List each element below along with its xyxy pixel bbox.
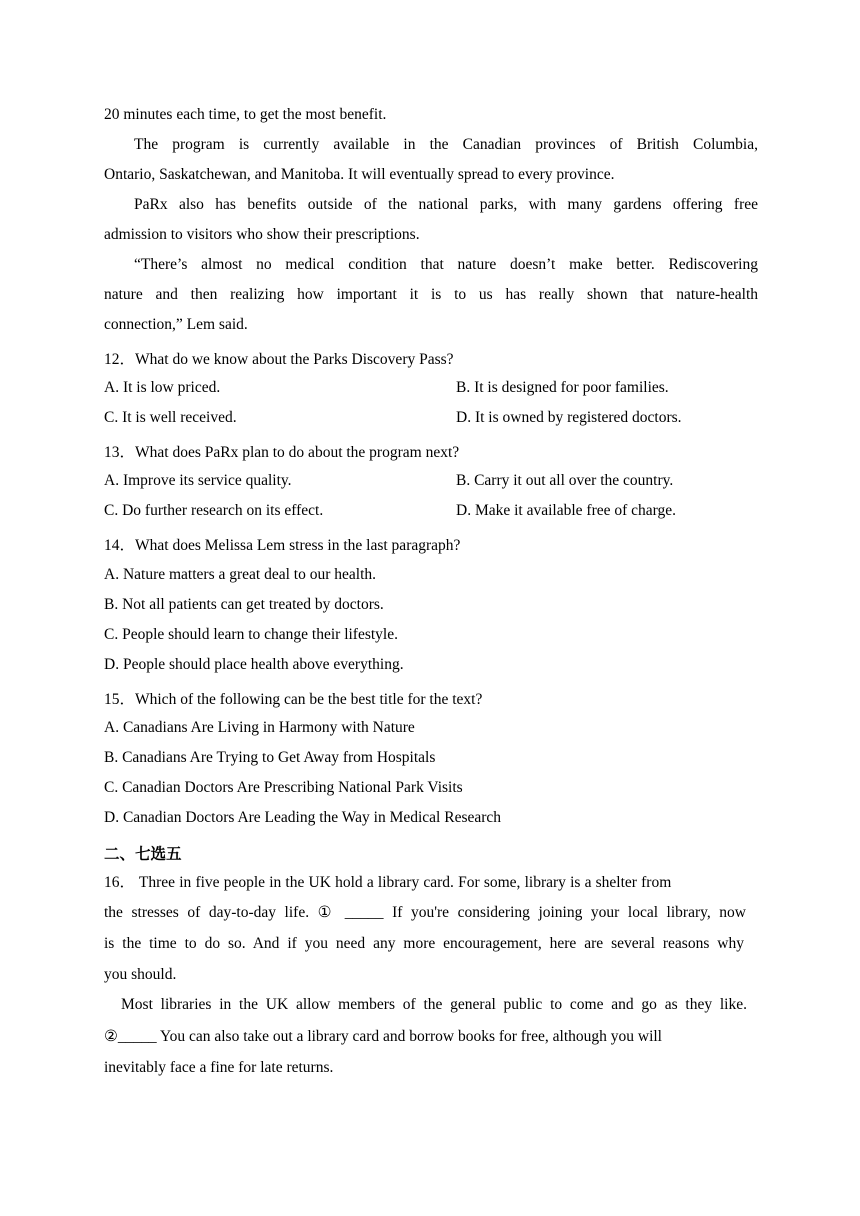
passage-line: “There’s almost no medical condition that nature doesn’t make better. Rediscovering: [134, 256, 758, 273]
passage-line: ②_____ You can also take out a library card and borrow books for free, although you will: [104, 1028, 662, 1045]
question-stem: 15．Which of the following can be the best title for the text?: [104, 691, 483, 708]
option-a[interactable]: A. It is low priced.: [104, 379, 221, 396]
option-d[interactable]: D. Canadian Doctors Are Leading the Way in Medical Research: [104, 809, 502, 826]
option-c[interactable]: C. Canadian Doctors Are Prescribing National Park Visits: [104, 779, 463, 796]
option-a[interactable]: A. Nature matters a great deal to our health.: [104, 566, 376, 583]
passage-line: connection,” Lem said.: [104, 316, 248, 333]
option-c[interactable]: C. Do further research on its effect.: [104, 502, 324, 519]
passage-line: admission to visitors who show their prescriptions.: [104, 226, 420, 243]
option-b[interactable]: B. Carry it out all over the country.: [456, 472, 674, 489]
passage-line: Ontario, Saskatchewan, and Manitoba. It will eventually spread to every province.: [104, 166, 615, 183]
passage-line: Most libraries in the UK allow members of the general public to come and go as they like.: [121, 996, 747, 1013]
option-d[interactable]: D. People should place health above everything.: [104, 656, 404, 673]
passage-line: The program is currently available in the Canadian provinces of British Columbia,: [134, 136, 758, 153]
question-stem: 12．What do we know about the Parks Discovery Pass?: [104, 351, 454, 368]
option-a[interactable]: A. Improve its service quality.: [104, 472, 292, 489]
option-c[interactable]: C. People should learn to change their lifestyle.: [104, 626, 398, 643]
passage-line: you should.: [104, 966, 177, 983]
option-c[interactable]: C. It is well received.: [104, 409, 237, 426]
question-stem: 14．What does Melissa Lem stress in the last paragraph?: [104, 537, 461, 554]
option-a[interactable]: A. Canadians Are Living in Harmony with Nature: [104, 719, 415, 736]
passage-line: nature and then realizing how important it is to us has really shown that nature-health: [104, 286, 758, 303]
passage-line: inevitably face a fine for late returns.: [104, 1059, 334, 1076]
passage-line: the stresses of day-to-day life. ① _____ If you're considering joining your local library, now: [104, 904, 746, 921]
passage-line: 16． Three in five people in the UK hold a library card. For some, library is a shelter from: [104, 874, 672, 891]
section-heading: 二、七选五: [104, 845, 182, 863]
option-b[interactable]: B. Canadians Are Trying to Get Away from Hospitals: [104, 749, 436, 766]
option-b[interactable]: B. Not all patients can get treated by doctors.: [104, 596, 384, 613]
passage-line: 20 minutes each time, to get the most benefit.: [104, 106, 387, 123]
passage-line: PaRx also has benefits outside of the national parks, with many gardens offering free: [134, 196, 758, 213]
passage-line: is the time to do so. And if you need any more encouragement, here are several reasons why: [104, 935, 744, 952]
option-d[interactable]: D. Make it available free of charge.: [456, 502, 677, 519]
option-b[interactable]: B. It is designed for poor families.: [456, 379, 669, 396]
option-d[interactable]: D. It is owned by registered doctors.: [456, 409, 682, 426]
question-stem: 13．What does PaRx plan to do about the program next?: [104, 444, 460, 461]
